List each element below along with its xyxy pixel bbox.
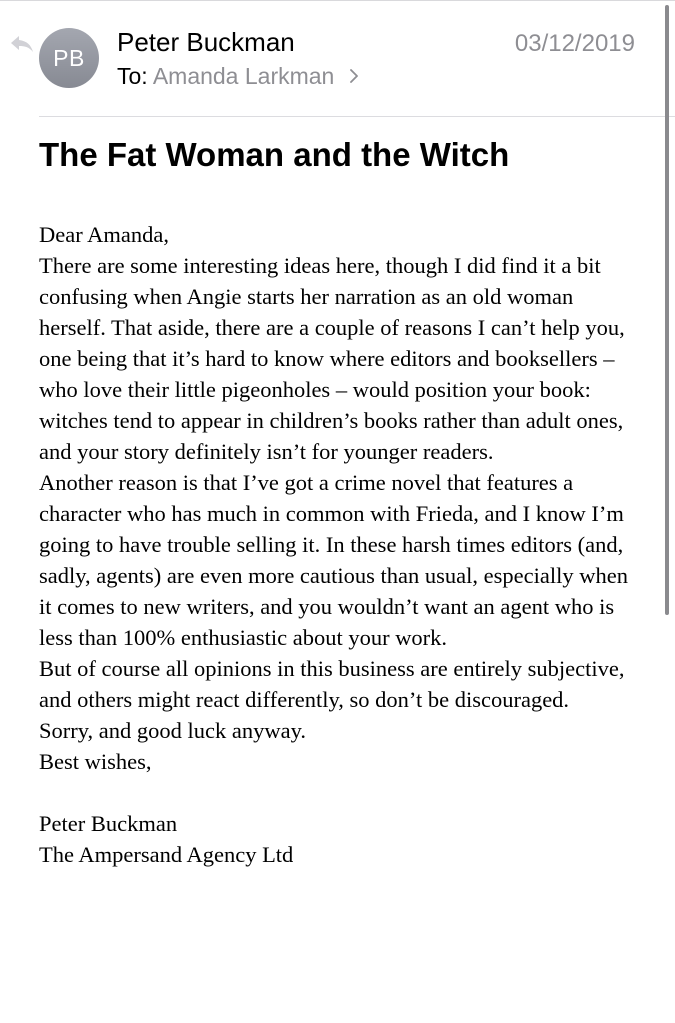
recipient-name[interactable]: Amanda Larkman <box>152 63 335 89</box>
email-body <box>39 219 639 870</box>
reply-arrow-icon[interactable] <box>9 34 35 54</box>
sign-off: Best wishes, <box>39 749 152 774</box>
blank-line <box>39 777 639 808</box>
sender-avatar[interactable] <box>39 28 99 88</box>
email-subject: The Fat Woman and the Witch <box>39 136 510 173</box>
top-border <box>0 0 675 1</box>
avatar-initials: PB <box>53 44 85 71</box>
body-paragraph-2: Another reason is that I’ve got a crime novel that features a character who has much in common with Frieda, and I know I’m going to have trouble selling it. In these harsh times editors (and, sadly, agents) are even more cautious than usual, especially when it comes to new writers, and you wouldn’t want an agent who is less than 100% enthusiastic about your work. <box>39 470 628 650</box>
recipient-line[interactable] <box>117 63 359 90</box>
email-date: 03/12/2019 <box>514 30 635 57</box>
sender-name[interactable]: Peter Buckman <box>117 27 295 57</box>
signature-name: Peter Buckman <box>39 811 178 836</box>
scrollbar[interactable] <box>665 5 669 615</box>
body-paragraph-4: Sorry, and good luck anyway. <box>39 718 307 743</box>
body-paragraph-1: There are some interesting ideas here, though I did find it a bit confusing when Angie starts her narration as an old woman herself. That aside, there are a couple of reasons I can’t help you, one being that it’s hard to know where editors and booksellers – who love their little pigeonholes – would position your book: witches tend to appear in children’s books rather than adult ones, and your story definitely isn’t for younger readers. <box>39 253 625 464</box>
to-label: To: <box>117 63 148 89</box>
greeting: Dear Amanda, <box>39 222 169 247</box>
header-separator <box>39 116 675 117</box>
chevron-right-icon[interactable] <box>349 69 359 83</box>
body-paragraph-3: But of course all opinions in this business are entirely subjective, and others might react differently, so don’t be discouraged. <box>39 656 625 712</box>
signature-company: The Ampersand Agency Ltd <box>39 842 294 867</box>
